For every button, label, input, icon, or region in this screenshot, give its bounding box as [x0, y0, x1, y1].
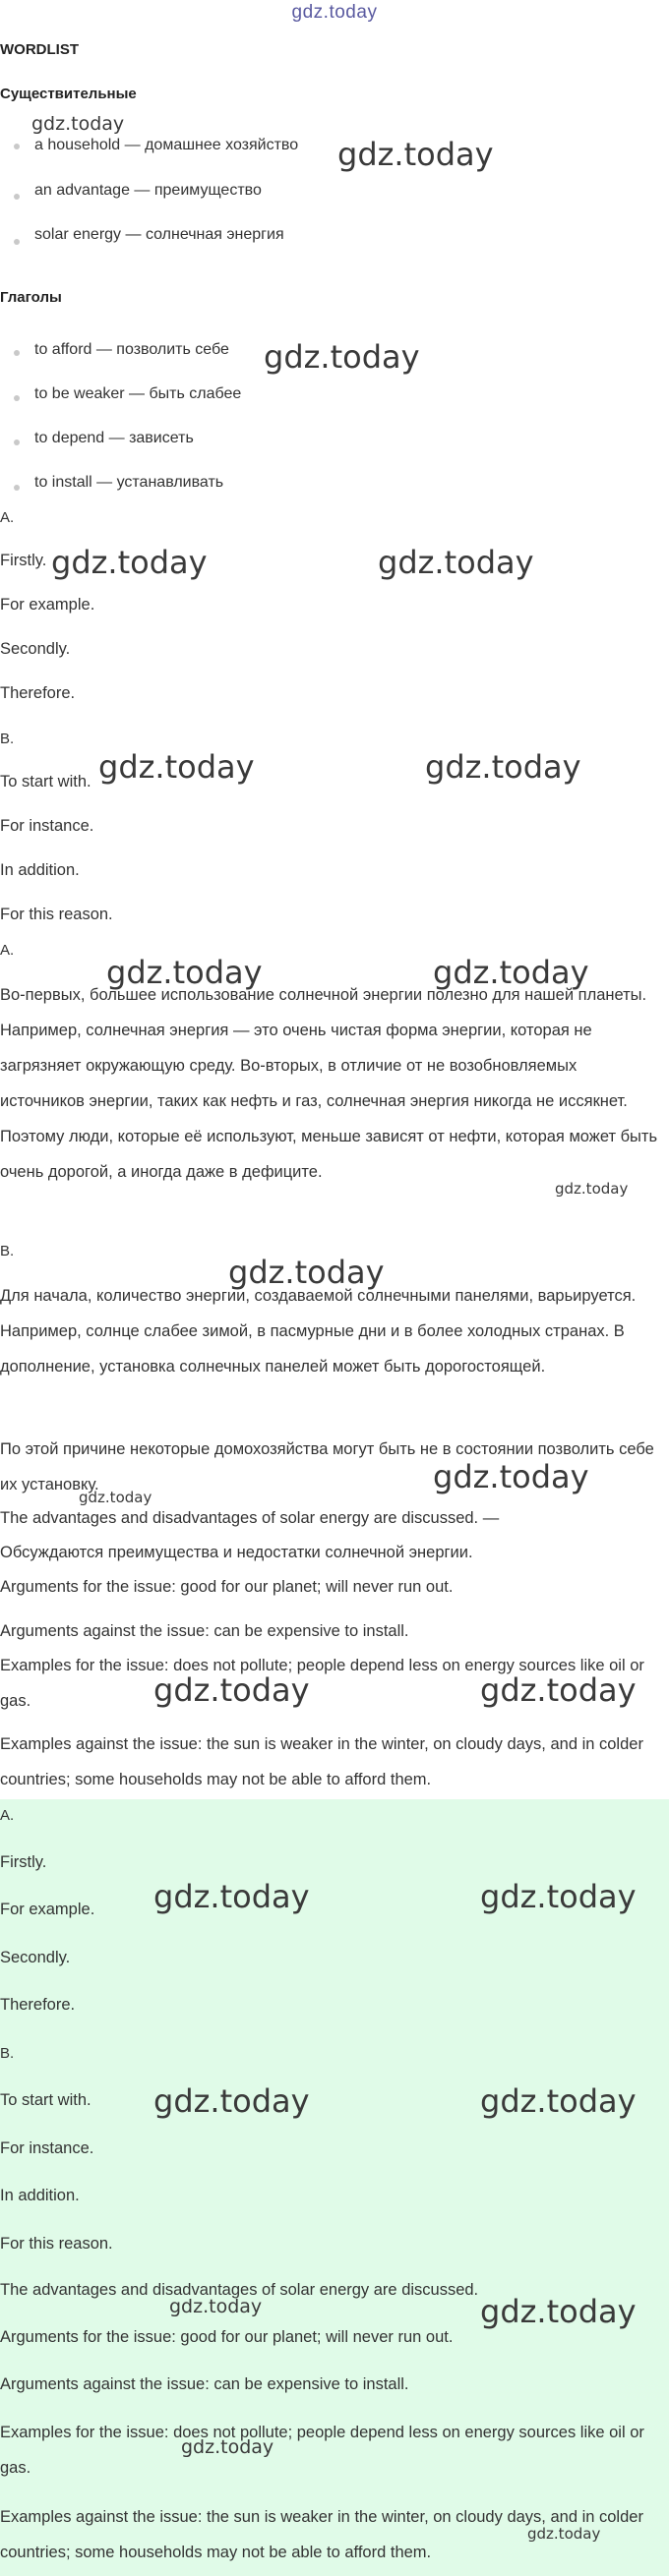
green-section-a-item: Therefore. — [0, 1996, 76, 2014]
bullet-icon — [14, 194, 20, 200]
watermark: gdz.today — [555, 1180, 629, 1198]
watermark: gdz.today — [79, 1489, 152, 1506]
noun-item: solar energy — солнечная энергия — [34, 226, 284, 243]
verb-item: to be weaker — быть слабее — [34, 385, 242, 402]
section-b-item: In addition. — [0, 861, 80, 879]
green-section-b-item: To start with. — [0, 2091, 91, 2109]
site-logo[interactable]: gdz.today — [291, 2, 378, 23]
watermark: gdz.today — [181, 2436, 274, 2458]
bullet-icon — [14, 395, 20, 401]
watermark: gdz.today — [337, 136, 494, 173]
section-a-item: Secondly. — [0, 640, 71, 658]
watermark: gdz.today — [51, 544, 208, 581]
section-b-item: For instance. — [0, 817, 94, 835]
green-section-b-item: For this reason. — [0, 2235, 113, 2253]
green-examples-against: Examples against the issue: the sun is weaker in the winter, on cloudy days, and in colder countries; some households may not be able to afford them. — [0, 2508, 643, 2561]
wordlist-title: WORDLIST — [0, 41, 79, 58]
watermark: gdz.today — [153, 2082, 310, 2120]
watermark: gdz.today — [480, 1878, 637, 1915]
bullet-icon — [14, 239, 20, 245]
bullet-icon — [14, 439, 20, 445]
bullet-icon — [14, 485, 20, 491]
watermark: gdz.today — [153, 1878, 310, 1915]
watermark: gdz.today — [527, 2525, 601, 2543]
green-examples-for: Examples for the issue: does not pollute; people depend less on energy sources like oil or gas. — [0, 2424, 644, 2477]
watermark: gdz.today — [98, 748, 255, 786]
verbs-heading: Глаголы — [0, 289, 62, 306]
watermark: gdz.today — [433, 954, 589, 991]
green-section-a-label: A. — [0, 1807, 15, 1824]
summary-against: Arguments against the issue: can be expensive to install. — [0, 1622, 409, 1640]
watermark: gdz.today — [264, 338, 420, 376]
bullet-icon — [14, 350, 20, 356]
watermark: gdz.today — [480, 1671, 637, 1709]
summary-examples-for: Examples for the issue: does not pollute; people depend less on energy sources like oil or gas. — [0, 1657, 644, 1710]
text-b-paragraph: По этой причине некоторые домохозяйства могут быть не в состоянии позволить себе их установку. — [0, 1440, 654, 1493]
watermark: gdz.today — [153, 1671, 310, 1709]
green-section-b-label: B. — [0, 2045, 15, 2062]
verb-item: to afford — позволить себе — [34, 341, 229, 358]
green-section-a-item: Secondly. — [0, 1949, 71, 1966]
green-section-a-item: For example. — [0, 1901, 95, 1918]
section-a-item: Firstly. — [0, 552, 47, 569]
section-b-item: To start with. — [0, 773, 91, 790]
section-a-item: For example. — [0, 596, 95, 614]
watermark: gdz.today — [106, 954, 263, 991]
green-section-a-item: Firstly. — [0, 1853, 47, 1871]
section-b-item: For this reason. — [0, 906, 113, 923]
watermark: gdz.today — [433, 1458, 589, 1495]
text-a-label: A. — [0, 942, 15, 959]
summary-examples-against: Examples against the issue: the sun is weaker in the winter, on cloudy days, and in colder countries; some households may not be able to afford them. — [0, 1735, 643, 1788]
summary-translation: Обсуждаются преимущества и недостатки солнечной энергии. — [0, 1544, 473, 1561]
text-b-paragraph: Для начала, количество энергии, создаваемой солнечными панелями, варьируется. Например, солнце слабее зимой, в пасмурные дни и в более холодных странах. В дополнение, установка солнечных панелей может быть дорогостоящей. — [0, 1287, 637, 1376]
nouns-heading: Существительные — [0, 86, 137, 102]
green-summary-against: Arguments against the issue: can be expensive to install. — [0, 2375, 409, 2393]
summary-line: The advantages and disadvantages of solar energy are discussed. — — [0, 1509, 500, 1527]
verb-item: to depend — зависеть — [34, 430, 194, 446]
text-a-paragraph: Во-первых, большее использование солнечной энергии полезно для нашей планеты. Например, солнечная энергия — это очень чистая форма энергии, которая не загрязняет окружающую среду. Во-вторых, в отличие от не возобновляемых источников энергии, таких как нефть и газ, солнечная энергия никогда не иссякнет. Поэтому люди, которые её используют, меньше зависят от нефти, которая может быть очень дорогой, а иногда даже в дефиците. — [0, 986, 658, 1181]
green-section-b-item: For instance. — [0, 2139, 94, 2157]
section-a-item: Therefore. — [0, 684, 76, 702]
watermark: gdz.today — [228, 1254, 385, 1291]
summary-for: Arguments for the issue: good for our planet; will never run out. — [0, 1578, 454, 1596]
watermark: gdz.today — [480, 2082, 637, 2120]
green-summary-for: Arguments for the issue: good for our planet; will never run out. — [0, 2328, 454, 2346]
watermark: gdz.today — [169, 2296, 263, 2317]
watermark: gdz.today — [425, 748, 581, 786]
noun-item: a household — домашнее хозяйство — [34, 137, 299, 153]
noun-item: an advantage — преимущество — [34, 182, 262, 199]
green-section-b-item: In addition. — [0, 2187, 80, 2204]
text-b-label: B. — [0, 1243, 15, 1259]
watermark: gdz.today — [378, 544, 534, 581]
bullet-icon — [14, 144, 20, 149]
watermark: gdz.today — [31, 113, 125, 135]
green-summary-line: The advantages and disadvantages of solar energy are discussed. — [0, 2281, 479, 2299]
watermark: gdz.today — [480, 2293, 637, 2330]
section-b-label: B. — [0, 731, 15, 747]
verb-item: to install — устанавливать — [34, 474, 224, 491]
section-a-label: A. — [0, 509, 15, 526]
